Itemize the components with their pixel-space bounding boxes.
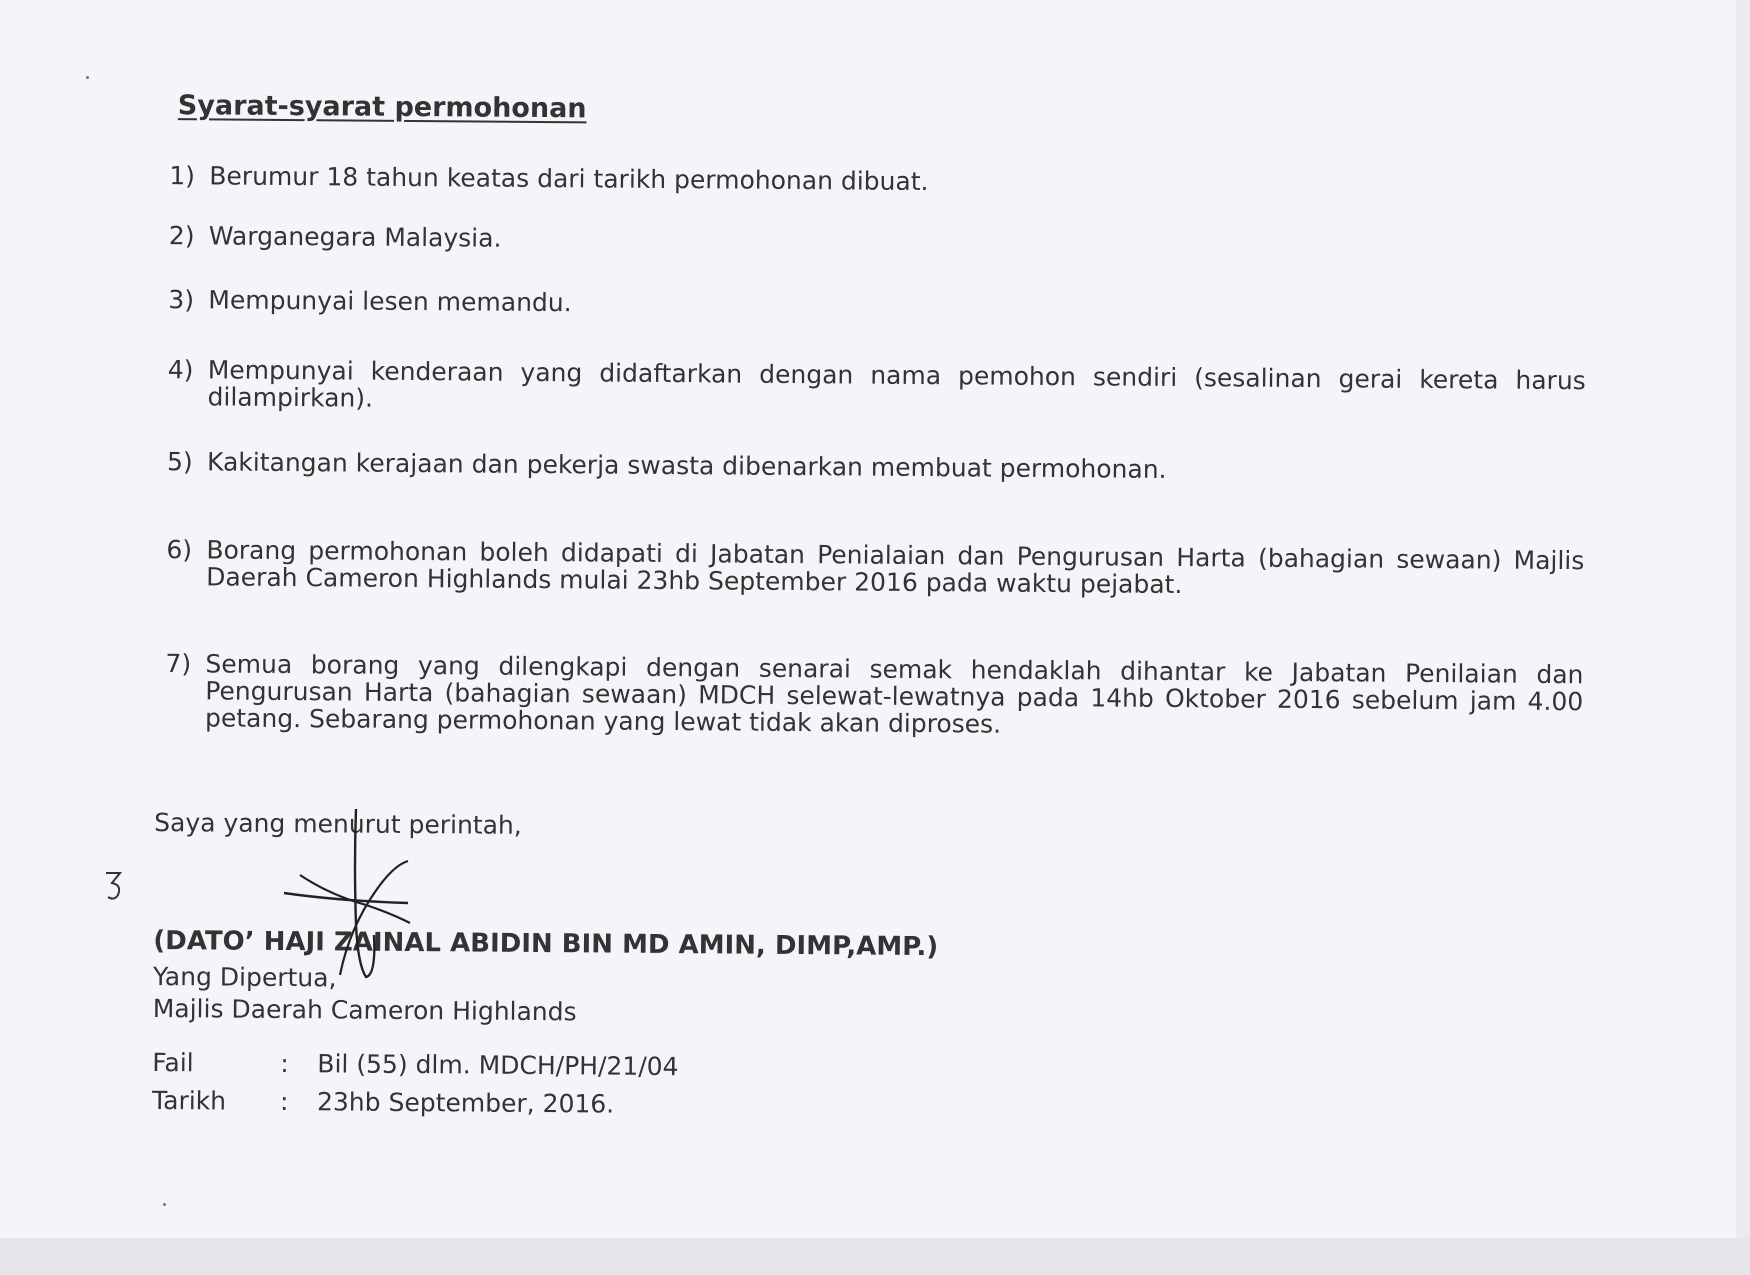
file-label: Fail xyxy=(152,1047,194,1078)
scan-edge xyxy=(1736,0,1750,1275)
requirement-item xyxy=(166,536,1584,601)
closing-salutation: Saya yang menurut perintah, xyxy=(154,807,522,840)
scan-bottom-strip xyxy=(0,1238,1750,1275)
separator: : xyxy=(280,1048,289,1079)
requirement-text: Borang permohonan boleh didapati di Jabatan Penialaian dan Pengurusan Harta (bahagian sewaan) Majlis Daerah Cameron Highlands mulai 23hb September 2016 pada waktu pejabat. xyxy=(206,535,1585,600)
handwritten-margin-mark xyxy=(100,865,130,905)
signatory-organization: Majlis Daerah Cameron Highlands xyxy=(152,993,577,1027)
signatory-name: (DATO’ HAJI ZAINAL ABIDIN BIN MD AMIN, DIMP,AMP.) xyxy=(153,925,939,963)
requirement-number: 1) xyxy=(169,161,196,191)
requirement-text: Mempunyai kenderaan yang didaftarkan dengan nama pemohon sendiri (sesalinan gerai kereta harus dilampirkan). xyxy=(207,355,1586,413)
file-reference-value: Bil (55) dlm. MDCH/PH/21/04 xyxy=(317,1049,679,1082)
separator: : xyxy=(279,1086,289,1117)
requirement-number: 7) xyxy=(165,649,192,679)
requirement-item xyxy=(169,162,1587,200)
scan-speck xyxy=(163,1203,166,1206)
requirement-item xyxy=(167,448,1585,486)
requirements-heading: Syarat-syarat permohonan xyxy=(177,90,587,125)
requirement-number: 6) xyxy=(166,535,193,565)
scan-speck xyxy=(86,76,89,79)
date-value: 23hb September, 2016. xyxy=(316,1087,615,1119)
date-label: Tarikh xyxy=(151,1085,227,1116)
document-body xyxy=(151,90,1590,1119)
requirement-item xyxy=(168,286,1586,324)
requirement-text: Berumur 18 tahun keatas dari tarikh permohonan dibuat. xyxy=(209,161,929,197)
requirement-item xyxy=(165,650,1584,742)
requirement-text: Semua borang yang dilengkapi dengan senarai semak hendaklah dihantar ke Jabatan Penilaian dan Pengurusan Harta (bahagian sewaan) MDCH selewat-lewatnya pada 14hb Oktober 2016 sebelum jam 4.00 petang. Sebarang permohonan yang lewat tidak akan diproses. xyxy=(204,649,1584,739)
requirement-text: Mempunyai lesen memandu. xyxy=(208,285,572,318)
requirement-number: 2) xyxy=(168,221,195,251)
date-row xyxy=(151,1085,852,1119)
file-reference-row xyxy=(152,1047,852,1082)
requirement-text: Warganegara Malaysia. xyxy=(208,221,502,253)
requirement-item xyxy=(167,356,1585,421)
requirement-number: 3) xyxy=(168,285,195,315)
requirement-text: Kakitangan kerajaan dan pekerja swasta dibenarkan membuat permohonan. xyxy=(206,447,1167,484)
requirement-number: 4) xyxy=(167,355,194,385)
requirement-item xyxy=(169,222,1587,260)
signatory-title: Yang Dipertua, xyxy=(152,961,337,993)
requirement-number: 5) xyxy=(166,447,193,477)
